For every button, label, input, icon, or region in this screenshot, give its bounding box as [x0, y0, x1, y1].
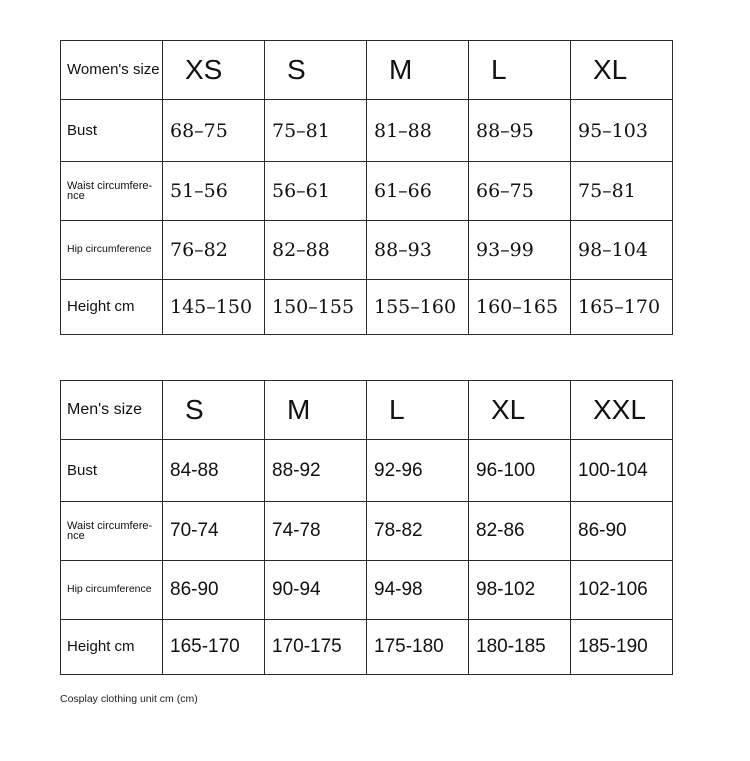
table-cell: 165–170 — [571, 280, 673, 335]
table-row — [61, 221, 673, 280]
table-cell: 66–75 — [469, 162, 571, 221]
table-header-row — [61, 41, 673, 100]
table-header-row — [61, 381, 673, 440]
table-cell: 56–61 — [265, 162, 367, 221]
table-cell: 170-175 — [265, 620, 367, 675]
table-cell: 51–56 — [163, 162, 265, 221]
table-cell: 70-74 — [163, 502, 265, 561]
footnote: Cosplay clothing unit cm (cm) — [60, 693, 198, 705]
table-row — [61, 100, 673, 162]
table-cell: 88–95 — [469, 100, 571, 162]
size-header: XL — [469, 381, 571, 440]
table-row — [61, 280, 673, 335]
row-label: Waist circumfere-nce — [61, 502, 163, 561]
table-cell: 78-82 — [367, 502, 469, 561]
row-label: Bust — [61, 100, 163, 162]
table-row — [61, 502, 673, 561]
table-header-label: Men's size — [61, 381, 163, 440]
size-header: XL — [571, 41, 673, 100]
table-cell: 90-94 — [265, 561, 367, 620]
table-cell: 82-86 — [469, 502, 571, 561]
table-cell: 86-90 — [163, 561, 265, 620]
mens-size-table — [60, 380, 673, 675]
size-header: XS — [163, 41, 265, 100]
size-header: L — [367, 381, 469, 440]
table-cell: 145–150 — [163, 280, 265, 335]
table-cell: 96-100 — [469, 440, 571, 502]
table-cell: 98–104 — [571, 221, 673, 280]
row-label: Height cm — [61, 620, 163, 675]
table-cell: 160–165 — [469, 280, 571, 335]
size-header: XXL — [571, 381, 673, 440]
table-row — [61, 440, 673, 502]
table-cell: 94-98 — [367, 561, 469, 620]
table-cell: 84-88 — [163, 440, 265, 502]
table-row — [61, 620, 673, 675]
womens-size-table — [60, 40, 673, 335]
size-header: L — [469, 41, 571, 100]
size-header: S — [163, 381, 265, 440]
size-header: S — [265, 41, 367, 100]
table-cell: 93–99 — [469, 221, 571, 280]
table-cell: 102-106 — [571, 561, 673, 620]
table-cell: 61–66 — [367, 162, 469, 221]
table-cell: 92-96 — [367, 440, 469, 502]
table-row — [61, 162, 673, 221]
table-cell: 68–75 — [163, 100, 265, 162]
table-cell: 155–160 — [367, 280, 469, 335]
table-cell: 88–93 — [367, 221, 469, 280]
table-cell: 185-190 — [571, 620, 673, 675]
table-cell: 74-78 — [265, 502, 367, 561]
table-cell: 75–81 — [265, 100, 367, 162]
table-cell: 95–103 — [571, 100, 673, 162]
table-cell: 75–81 — [571, 162, 673, 221]
table-cell: 175-180 — [367, 620, 469, 675]
row-label: Hip circumference — [61, 221, 163, 280]
size-header: M — [367, 41, 469, 100]
table-cell: 82–88 — [265, 221, 367, 280]
row-label: Height cm — [61, 280, 163, 335]
table-cell: 180-185 — [469, 620, 571, 675]
table-cell: 76–82 — [163, 221, 265, 280]
table-cell: 88-92 — [265, 440, 367, 502]
table-cell: 86-90 — [571, 502, 673, 561]
table-cell: 165-170 — [163, 620, 265, 675]
table-cell: 81–88 — [367, 100, 469, 162]
table-cell: 150–155 — [265, 280, 367, 335]
table-cell: 98-102 — [469, 561, 571, 620]
table-cell: 100-104 — [571, 440, 673, 502]
row-label: Hip circumference — [61, 561, 163, 620]
size-header: M — [265, 381, 367, 440]
row-label: Waist circumfere-nce — [61, 162, 163, 221]
table-header-label: Women's size — [61, 41, 163, 100]
table-row — [61, 561, 673, 620]
row-label: Bust — [61, 440, 163, 502]
